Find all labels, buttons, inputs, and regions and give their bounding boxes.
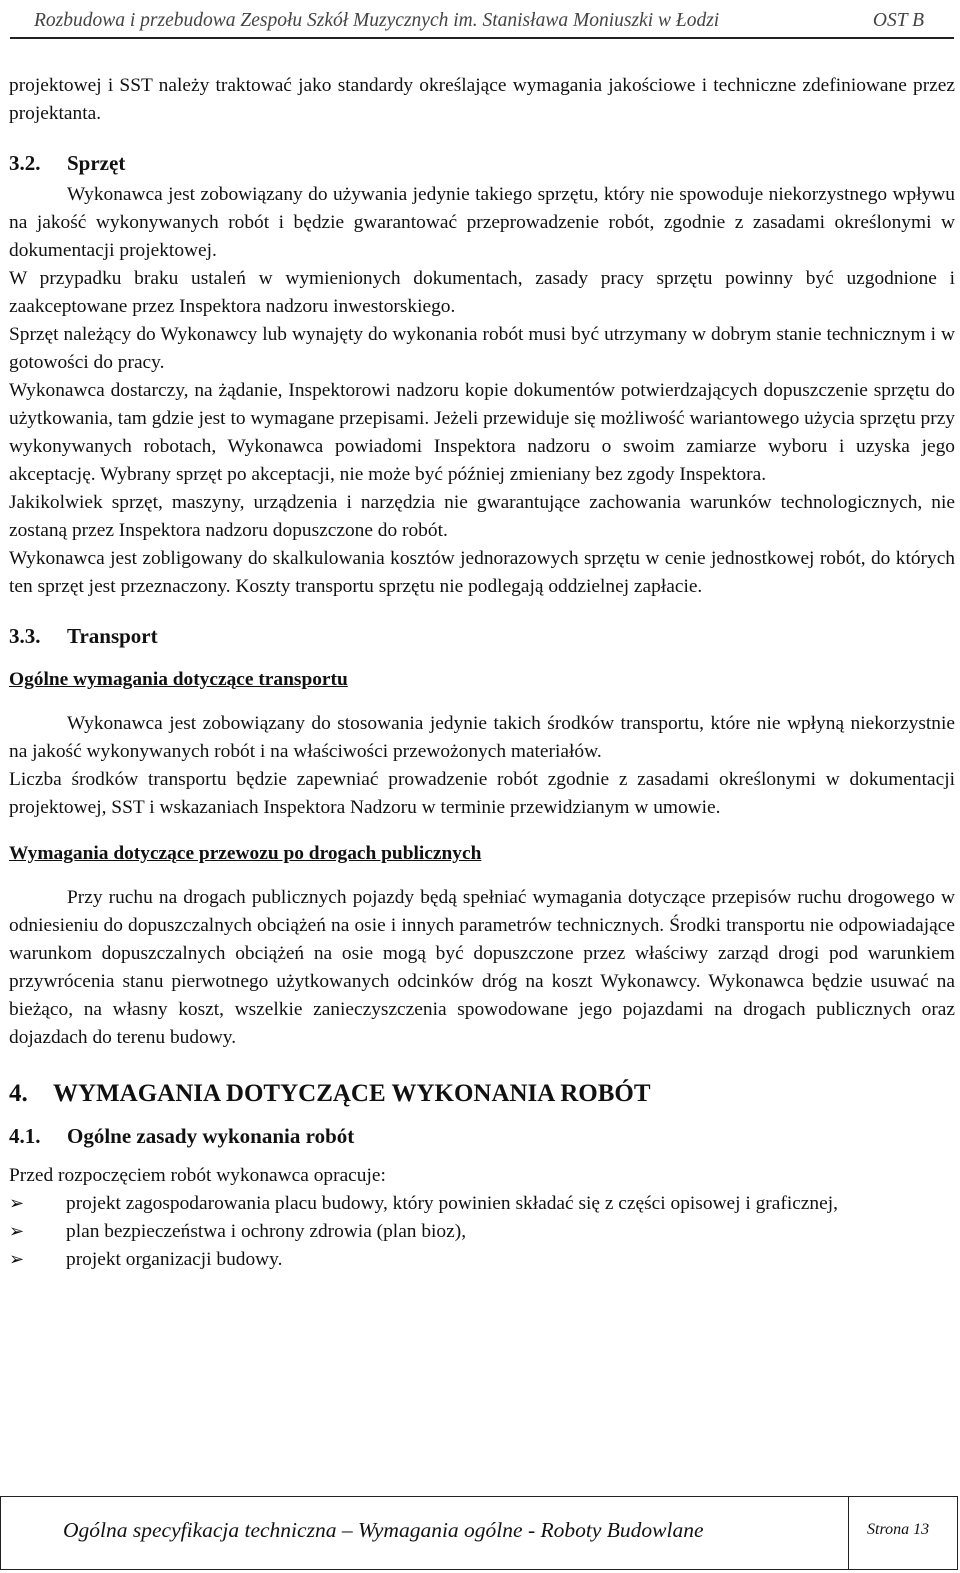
- section-4-1-heading: [9, 1122, 955, 1150]
- list-item: [9, 1246, 955, 1274]
- page-header: [10, 4, 954, 39]
- chapter-4-heading: [9, 1078, 955, 1110]
- paragraph: Przed rozpoczęciem robót wykonawca opracuje:: [9, 1165, 386, 1186]
- footer-page-cell: [849, 1497, 957, 1569]
- subsection-heading: Ogólne wymagania dotyczące transportu: [9, 669, 348, 690]
- arrow-bullet-icon: ➢: [9, 1249, 25, 1270]
- arrow-bullet-icon: ➢: [9, 1221, 25, 1242]
- requirements-list: [9, 1190, 955, 1274]
- paragraph: Przy ruchu na drogach publicznych pojazdy będą spełniać wymagania dotyczące przepisów ruchu drogowego w odniesieniu do dopuszczalnych obciążeń na osie i innych parametrów technicznych. Środki transportu nie odpowiadające warunkom dopuszczalnych obciążeń na osie mogą być dopuszczone przez właściwy zarząd drogi pod warunkiem przywrócenia stanu pierwotnego użytkowanych odcinków dróg na koszt Wykonawcy. Wykonawca będzie usuwać na bieżąco, na własny koszt, wszelkie zanieczyszczenia spowodowane jego pojazdami na drogach publicznych oraz dojazdach do terenu budowy.: [9, 887, 955, 1048]
- page-number: Strona 13: [867, 1521, 930, 1538]
- section-number: 3.2.: [9, 151, 41, 175]
- chapter-number: 4.: [9, 1080, 28, 1107]
- section-number: 4.1.: [9, 1124, 41, 1148]
- section-title: Ogólne zasady wykonania robót: [67, 1124, 355, 1148]
- section-3-3-heading: [9, 622, 955, 650]
- chapter-title: WYMAGANIA DOTYCZĄCE WYKONANIA ROBÓT: [53, 1080, 651, 1107]
- paragraph: Wykonawca dostarczy, na żądanie, Inspektorowi nadzoru kopie dokumentów potwierdzających dopuszczenie sprzętu do użytkowania, tam gdzie jest to wymagane przepisami. Jeżeli przewiduje się możliwość wariantowego użycia sprzętu przy wykonywanych robotach, Wykonawca powiadomi Inspektora nadzoru o swoim zamiarze wyboru i uzyska jego akceptację. Wybrany sprzęt po akceptacji, nie może być później zmieniany bez zgody Inspektora.: [9, 380, 955, 485]
- paragraph: Jakikolwiek sprzęt, maszyny, urządzenia i narzędzia nie gwarantujące zachowania warunków technologicznych, nie zostaną przez Inspektora nadzoru dopuszczone do robót.: [9, 492, 955, 541]
- list-item: [9, 1218, 955, 1246]
- section-title: Sprzęt: [67, 151, 126, 175]
- intro-paragraph: projektowej i SST należy traktować jako standardy określające wymagania jakościowe i techniczne zdefiniowane przez projektanta.: [9, 75, 955, 124]
- paragraph: Wykonawca jest zobowiązany do używania jedynie takiego sprzętu, który nie spowoduje niekorzystnego wpływu na jakość wykonywanych robót i będzie gwarantować przeprowadzenie robót, zgodnie z zasadami określonymi w dokumentacji projektowej.: [9, 184, 955, 261]
- section-number: 3.3.: [9, 624, 41, 648]
- page-footer: [0, 1496, 958, 1570]
- header-title: Rozbudowa i przebudowa Zespołu Szkół Muzycznych im. Stanisława Moniuszki w Łodzi: [34, 10, 720, 31]
- section-3-2-heading: [9, 149, 955, 177]
- subsection-heading: Wymagania dotyczące przewozu po drogach publicznych: [9, 843, 482, 864]
- list-item-text: projekt organizacji budowy.: [66, 1249, 283, 1270]
- footer-title-cell: [1, 1497, 849, 1569]
- header-doc-code: OST B: [872, 10, 924, 31]
- document-body: [9, 72, 955, 1274]
- footer-title: Ogólna specyfikacja techniczna – Wymagania ogólne - Roboty Budowlane: [63, 1518, 704, 1542]
- list-item-text: projekt zagospodarowania placu budowy, który powinien składać się z części opisowej i graficznej,: [66, 1193, 838, 1214]
- paragraph: Sprzęt należący do Wykonawcy lub wynajęty do wykonania robót musi być utrzymany w dobrym stanie technicznym i w gotowości do pracy.: [9, 324, 955, 373]
- arrow-bullet-icon: ➢: [9, 1193, 25, 1214]
- list-item: [9, 1190, 955, 1218]
- list-item-text: plan bezpieczeństwa i ochrony zdrowia (plan bioz),: [66, 1221, 467, 1242]
- paragraph: W przypadku braku ustaleń w wymienionych dokumentach, zasady pracy sprzętu powinny być uzgodnione i zaakceptowane przez Inspektora nadzoru inwestorskiego.: [9, 268, 955, 317]
- paragraph: Wykonawca jest zobowiązany do stosowania jedynie takich środków transportu, które nie wpłyną niekorzystnie na jakość wykonywanych robót i na właściwości przewożonych materiałów.: [9, 713, 955, 762]
- paragraph: Liczba środków transportu będzie zapewniać prowadzenie robót zgodnie z zasadami określonymi w dokumentacji projektowej, SST i wskazaniach Inspektora Nadzoru w terminie przewidzianym w umowie.: [9, 769, 955, 818]
- paragraph: Wykonawca jest zobligowany do skalkulowania kosztów jednorazowych sprzętu w cenie jednostkowej robót, do których ten sprzęt jest przeznaczony. Koszty transportu sprzętu nie podlegają oddzielnej zapłacie.: [9, 548, 955, 597]
- section-title: Transport: [67, 624, 158, 648]
